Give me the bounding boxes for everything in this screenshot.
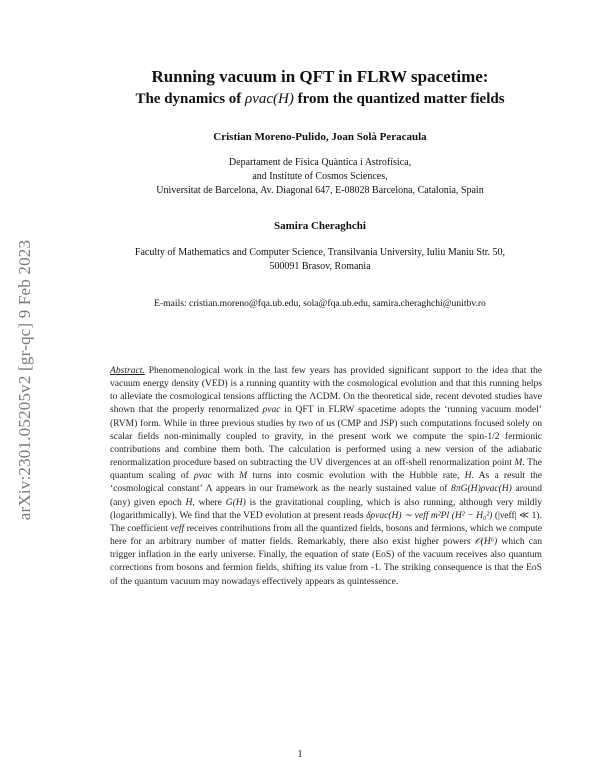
abstract-text: (|νeff| ≪ 1). The coefficient: [110, 509, 542, 534]
paper-title: [60, 66, 580, 110]
abstract-text: turns into cosmic evolution with the Hubble rate,: [247, 470, 465, 482]
abstract-text: in QFT in FLRW spacetime adopts the ‘running vacuum model’ (RVM) form. While in three previous studies by two of us (CMP and JSP) such computations focused solely on scalar fields non-minimally coupled to gravity, in the present work we compute the spin-1/2 fermionic contributions and combine them both. The calculation is performed using a new version of the adiabatic renormalization procedure based on subtracting the UV divergences at an off-shell renormalization point: [110, 404, 542, 469]
abstract-text: Phenomenological work in the last few years has provided significant support to the idea that the vacuum energy density (VED) is a running quantity with the cosmological evolution and that this running helps to alleviate the cosmological tensions afflicting the ΛCDM. On the theoretical side, recent devoted studies have shown that the properly renormalized: [110, 365, 542, 416]
author-list: Cristian Moreno-Pulido, Joan Solà Peracaula: [213, 131, 427, 143]
math-rho-vac: ρvac: [194, 470, 212, 482]
math-ved-evolution: δρvac(H) ∼ νeff m²Pl (H² − H₀²): [366, 509, 493, 521]
title-main: Running vacuum in QFT in FLRW spacetime:: [151, 67, 489, 86]
email-addresses: E-mails: cristian.moreno@fqa.ub.edu, sola@fqa.ub.edu, samira.cheraghchi@unitbv.ro: [154, 298, 486, 309]
affiliation-line: and Institute of Cosmos Sciences,: [252, 171, 388, 182]
math-renormalization-point: M: [239, 470, 248, 482]
subtitle-prefix: The dynamics of: [135, 91, 246, 107]
math-gravitational-coupling: G(H): [225, 496, 246, 508]
abstract-text: is the gravitational coupling, which is also running, although very mildly (logarithmically). We find that the VED evolution at present reads: [110, 496, 542, 521]
affiliation-line: 500091 Brasov, Romania: [269, 261, 371, 272]
math-renormalization-point: M: [514, 457, 523, 469]
affiliation-barcelona: [60, 156, 580, 198]
abstract-text: with: [211, 470, 240, 482]
math-nu-eff: νeff: [170, 522, 185, 534]
affiliation-line: Universitat de Barcelona, Av. Diagonal 647, E-08028 Barcelona, Catalonia, Spain: [156, 185, 484, 196]
math-lambda-expression: 8πG(H)ρvac(H): [451, 483, 512, 495]
math-higher-powers: 𝒪(H⁶): [474, 536, 498, 548]
abstract-text: receives contributions from all the quantized fields, bosons and fermions, which we compute here for an arbitrary number of matter fields. Remarkably, there also exist higher powers: [110, 522, 542, 548]
affiliation-line: Faculty of Mathematics and Computer Science, Transilvania University, Iuliu Maniu Str. 50,: [134, 247, 506, 258]
affiliation-brasov: [60, 246, 580, 274]
abstract-text: around (any) given epoch: [110, 483, 542, 508]
author-second: Samira Cheraghchi: [274, 220, 366, 232]
math-hubble-rate: H: [185, 496, 193, 508]
page-number: 1: [297, 749, 303, 760]
subtitle-math: ρvac(H): [245, 91, 294, 107]
math-hubble-rate: H: [464, 470, 472, 482]
abstract-label: Abstract.: [110, 365, 145, 376]
subtitle-suffix: from the quantized matter fields: [293, 91, 505, 107]
arxiv-identifier-sidebar: [14, 200, 36, 560]
affiliation-line: Departament de Física Quàntica i Astrofísica,: [228, 157, 412, 168]
abstract: [110, 364, 542, 588]
abstract-text: . As a result the ‘cosmological constant’ Λ appears in our framework as the nearly sustained value of: [110, 470, 542, 495]
title-subtitle: [60, 88, 580, 110]
abstract-text: , where: [192, 496, 226, 508]
abstract-text: which can trigger inflation in the early universe. Finally, the equation of state (EoS) of the vacuum receives also quantum corrections from bosons and fermion fields, shifting its value from -1. The striking consequence is that the EoS of the quantum vacuum may nowadays effectively appears as quintessence.: [110, 536, 542, 587]
math-rho-vac: ρvac: [262, 404, 281, 416]
abstract-text: . The quantum scaling of: [110, 457, 542, 482]
arxiv-identifier-text: arXiv:2301.05205v2 [gr-qc] 9 Feb 2023: [15, 239, 34, 521]
